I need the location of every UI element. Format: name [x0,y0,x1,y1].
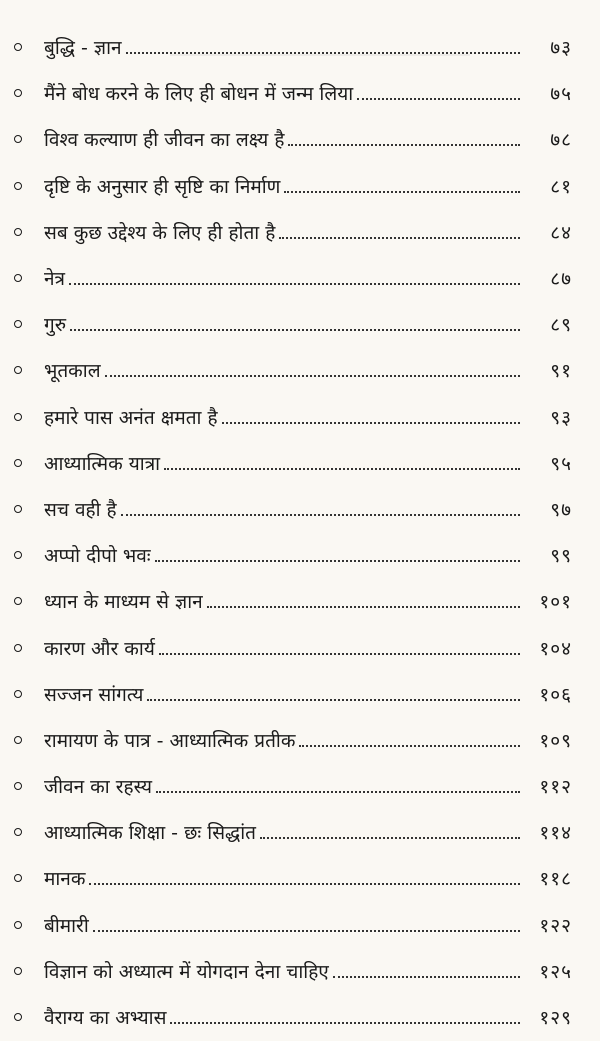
dot-leader [126,52,520,54]
dot-leader [164,468,520,470]
toc-entry [0,487,600,533]
toc-entry-row [44,221,600,245]
bullet-circle-icon [14,967,22,975]
toc-entry-title: भूतकाल [44,360,101,383]
toc-entry-title: मानक [44,868,86,891]
toc-entry-row [44,406,600,430]
toc-entry-title: हमारे पास अनंत क्षमता है [44,406,218,429]
toc-entry-page-number: ८७ [550,268,572,291]
bullet-circle-icon [14,874,22,882]
toc-entry-page-number: ११४ [539,822,572,845]
bullet-circle-icon [14,43,22,51]
dot-leader [105,375,520,377]
bullet-circle-icon [14,644,22,652]
toc-entry [0,302,600,348]
toc-entry-page-number: ७५ [550,83,572,106]
bullet-circle-icon [14,736,22,744]
dot-leader [357,98,520,100]
toc-entry-title: जीवन का रहस्य [44,776,152,799]
dot-leader [89,883,520,885]
toc-entry [0,625,600,671]
toc-entry-title: ध्यान के माध्यम से ज्ञान [44,591,203,614]
toc-entry-row [44,359,600,383]
dot-leader [155,560,520,562]
toc-entry [0,764,600,810]
toc-entry-page-number: १२५ [539,960,572,983]
bullet-circle-icon [14,505,22,513]
toc-entry-page-number: ९७ [550,498,572,521]
toc-entry [0,533,600,579]
toc-entry-row [44,821,600,845]
toc-entry-title: नेत्र [44,268,66,291]
toc-entry-title: विज्ञान को अध्यात्म में योगदान देना चाहिए [44,960,329,983]
dot-leader [121,514,520,516]
toc-entry-row [44,867,600,891]
toc-entry-title: विश्व कल्याण ही जीवन का लक्ष्य है [44,129,285,152]
dot-leader [284,191,520,193]
toc-entry-row [44,452,600,476]
toc-entry-row [44,36,600,60]
toc-entry [0,210,600,256]
toc-entry-page-number: ८१ [550,175,572,198]
toc-entry-page-number: ११२ [539,776,572,799]
dot-leader [299,745,520,747]
bullet-circle-icon [14,182,22,190]
toc-entry-page-number: ११८ [539,868,572,891]
bullet-circle-icon [14,597,22,605]
toc-entry-title: गुरु [44,314,67,337]
toc-entry-page-number: १०९ [539,729,572,752]
toc-entry-row [44,498,600,522]
toc-entry-page-number: ९९ [550,545,572,568]
toc-entry [0,395,600,441]
toc-entry-page-number: ८९ [550,314,572,337]
toc-entry [0,164,600,210]
bullet-circle-icon [14,782,22,790]
bullet-circle-icon [14,551,22,559]
dot-leader [156,791,520,793]
toc-entry [0,672,600,718]
toc-entry [0,71,600,117]
toc-entry-page-number: ७३ [550,37,572,60]
toc-entry-row [44,267,600,291]
bullet-circle-icon [14,459,22,467]
toc-entry [0,25,600,71]
bullet-circle-icon [14,413,22,421]
toc-entry-title: दृष्टि के अनुसार ही सृष्टि का निर्माण [44,175,281,198]
toc-entry [0,810,600,856]
toc-entry [0,441,600,487]
toc-entry [0,856,600,902]
dot-leader [207,606,520,608]
toc-entry-title: कारण और कार्य [44,637,155,660]
bullet-circle-icon [14,828,22,836]
toc-entry-page-number: ७८ [550,129,572,152]
bullet-circle-icon [14,1013,22,1021]
toc-entry [0,256,600,302]
toc-entry [0,348,600,394]
toc-entry [0,718,600,764]
toc-entry-page-number: १२२ [539,914,572,937]
toc-entry-row [44,637,600,661]
toc-entry-row [44,960,600,984]
toc-entry-row [44,313,600,337]
toc-entry-row [44,683,600,707]
toc-entry-title: बीमारी [44,914,89,937]
toc-entry-page-number: १०४ [539,637,572,660]
table-of-contents [0,25,600,1041]
toc-entry [0,579,600,625]
toc-entry-page-number: ९३ [550,406,572,429]
toc-entry-title: आध्यात्मिक शिक्षा - छः सिद्धांत [44,822,256,845]
toc-entry-page-number: १२९ [539,1007,572,1030]
toc-entry-row [44,544,600,568]
dot-leader [260,837,520,839]
toc-entry-title: आध्यात्मिक यात्रा [44,452,161,475]
toc-entry [0,117,600,163]
toc-entry-page-number: १०६ [539,683,572,706]
toc-entry [0,995,600,1041]
toc-entry-title: सज्जन सांगत्य [44,683,144,706]
dot-leader [333,976,520,978]
toc-entry [0,949,600,995]
toc-entry-row [44,128,600,152]
bullet-circle-icon [14,320,22,328]
bullet-circle-icon [14,135,22,143]
bullet-circle-icon [14,690,22,698]
toc-entry-row [44,175,600,199]
dot-leader [159,653,520,655]
dot-leader [69,283,520,285]
toc-entry-title: रामायण के पात्र - आध्यात्मिक प्रतीक [44,729,296,752]
toc-entry-title: मैंने बोध करने के लिए ही बोधन में जन्म लिया [44,83,354,106]
toc-entry-page-number: ८४ [550,221,572,244]
toc-entry [0,903,600,949]
toc-entry-title: अप्पो दीपो भवः [44,545,151,568]
toc-entry-row [44,914,600,938]
dot-leader [288,144,520,146]
dot-leader [93,930,520,932]
toc-entry-row [44,1006,600,1030]
toc-entry-title: सच वही है [44,498,117,521]
toc-entry-title: वैराग्य का अभ्यास [44,1007,167,1030]
toc-entry-page-number: १०१ [539,591,572,614]
bullet-circle-icon [14,366,22,374]
toc-entry-row [44,590,600,614]
dot-leader [279,237,520,239]
bullet-circle-icon [14,89,22,97]
dot-leader [147,699,520,701]
bullet-circle-icon [14,228,22,236]
bullet-circle-icon [14,921,22,929]
toc-entry-row [44,82,600,106]
dot-leader [170,1022,520,1024]
toc-entry-title: सब कुछ उद्देश्य के लिए ही होता है [44,221,276,244]
toc-entry-row [44,775,600,799]
dot-leader [222,422,520,424]
toc-entry-page-number: ९१ [550,360,572,383]
toc-entry-row [44,729,600,753]
toc-entry-title: बुद्धि - ज्ञान [44,37,122,60]
toc-entry-page-number: ९५ [550,452,572,475]
bullet-circle-icon [14,274,22,282]
dot-leader [70,329,520,331]
